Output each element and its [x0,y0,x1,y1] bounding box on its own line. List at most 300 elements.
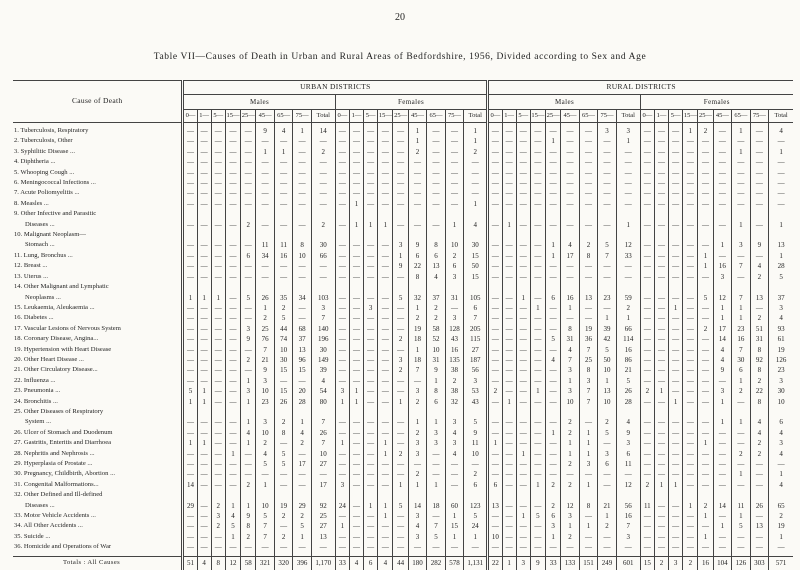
cell [732,282,751,292]
total-cell: 58 [241,556,256,570]
cell: — [598,147,617,157]
cell [488,490,502,500]
cell [698,230,713,240]
cell [225,230,240,240]
cell: — [393,178,408,188]
total-cell: 1,131 [464,556,488,570]
cell: 7 [732,293,751,303]
cell [225,282,240,292]
cell: — [364,126,378,136]
cell: — [654,293,668,303]
cell: 2 [488,386,502,396]
cell: — [732,188,751,198]
cell: — [393,136,408,146]
total-cell: 9 [530,556,545,570]
cell [713,490,732,500]
cell: 5 [464,511,488,521]
table-row [13,188,793,198]
cell: 5 [769,272,793,282]
cell: 12 [616,240,640,250]
cell: — [197,459,211,469]
cell: — [579,313,598,323]
cell: 1 [546,240,561,250]
cell: — [640,293,654,303]
cell: — [427,178,446,188]
cause-label: 11. Lung, Bronchus ... [14,251,73,259]
cell: — [640,199,654,209]
cell: 2 [769,511,793,521]
cell: — [750,168,769,178]
cell [669,407,683,417]
cell: — [335,136,349,146]
total-cell: 578 [445,556,464,570]
cell [598,230,617,240]
cell: — [683,386,698,396]
cell: — [640,240,654,250]
cell: — [445,469,464,479]
cause-label: 28. Nephritis and Nephrosis ... [14,449,95,457]
cell [640,282,654,292]
cell: 3 [408,511,427,521]
cell: — [211,220,225,230]
cell: — [274,521,293,531]
cell: 2 [256,438,275,448]
cell: — [197,417,211,427]
cell [445,490,464,500]
cell: — [464,542,488,552]
cell: — [293,261,312,271]
cell: 76 [256,334,275,344]
cell: — [349,251,363,261]
cell: — [579,272,598,282]
cell [378,230,393,240]
cell: — [364,521,378,531]
cell: 3 [408,386,427,396]
cell: 15 [274,365,293,375]
cell [225,407,240,417]
cell: — [502,417,516,427]
cell: 1 [378,220,393,230]
cell: — [516,261,530,271]
cell: — [311,542,335,552]
cell [293,490,312,500]
cell: — [546,324,561,334]
cell [311,490,335,500]
cell: — [654,417,668,427]
cell [183,282,197,292]
cell: — [183,355,197,365]
cause-label: System ... [25,418,52,426]
cell: 128 [445,324,464,334]
cause-label: 25. Other Diseases of Respiratory [14,407,104,415]
cell: 1 [349,220,363,230]
cause-label: 36. Homicide and Operations of War [14,543,112,551]
cell: 1 [183,397,197,407]
cell: — [349,428,363,438]
cell: — [225,220,240,230]
cell: 3 [769,438,793,448]
cell: 1 [713,397,732,407]
cell: — [349,417,363,427]
cell: — [669,199,683,209]
cell: 1 [408,345,427,355]
cell: 8 [750,397,769,407]
cell: 3 [211,511,225,521]
cell: — [364,511,378,521]
cell: — [669,459,683,469]
cell: — [732,178,751,188]
cell: — [698,469,713,479]
cell: — [335,428,349,438]
cell: — [640,365,654,375]
cell: 12 [561,501,580,511]
cell: 44 [274,324,293,334]
cell: — [349,261,363,271]
cause-label: 8. Measles ... [14,199,49,207]
cell: — [364,136,378,146]
cell: — [516,126,530,136]
cell: — [427,469,446,479]
total-cell: 151 [579,556,598,570]
cell: — [530,459,545,469]
cell: — [225,240,240,250]
cell [713,230,732,240]
cell: 13 [769,240,793,250]
cell: — [669,168,683,178]
cell: — [256,261,275,271]
cell: — [488,220,502,230]
cell: 92 [750,355,769,365]
cell: — [698,376,713,386]
cell: 2 [241,355,256,365]
cause-label: 9. Other Infective and Parasitic [14,210,97,218]
cell: 30 [311,345,335,355]
cell: 2 [445,376,464,386]
cell [654,282,668,292]
cell: — [211,272,225,282]
age-header: 1— [349,110,363,123]
cell: — [579,147,598,157]
cell: 126 [769,355,793,365]
cell: 1 [732,126,751,136]
cell: — [530,313,545,323]
cell: — [197,501,211,511]
cell: 37 [769,293,793,303]
cell: 59 [616,293,640,303]
cell: — [769,136,793,146]
age-header: 5— [516,110,530,123]
cell: — [183,428,197,438]
cell: 1 [561,438,580,448]
cell: — [183,469,197,479]
cell [488,209,502,219]
cell: 6 [445,261,464,271]
cell: 1 [241,417,256,427]
cell: — [683,220,698,230]
cell: 4 [769,449,793,459]
cell: 4 [445,449,464,459]
cell: — [502,449,516,459]
cell: 1 [225,532,240,542]
cell: — [378,168,393,178]
total-cell: 3 [669,556,683,570]
cell: — [683,334,698,344]
cell: 3 [616,438,640,448]
cell: — [769,542,793,552]
cell: — [488,376,502,386]
cell: 7 [256,345,275,355]
total-cell: 571 [769,556,793,570]
cell: 5 [598,428,617,438]
cell: — [640,178,654,188]
cell: 2 [579,240,598,250]
cell: — [579,188,598,198]
cell: 1 [669,397,683,407]
cell: — [293,480,312,490]
cell: — [378,355,393,365]
cell: — [579,178,598,188]
cell: — [211,438,225,448]
cell: — [183,240,197,250]
cell: — [364,532,378,542]
cell: 6 [427,397,446,407]
cell: 35 [274,293,293,303]
cell: — [349,355,363,365]
cell: — [683,438,698,448]
cell: — [713,438,732,448]
cell: 56 [464,365,488,375]
cell: 2 [311,147,335,157]
cell [241,490,256,500]
cell: — [579,511,598,521]
cell: 1 [698,438,713,448]
cell: — [579,542,598,552]
cell [516,282,530,292]
cell: — [732,542,751,552]
cell: 27 [464,345,488,355]
cell: 1 [445,511,464,521]
cell: — [378,397,393,407]
cell: 11 [274,240,293,250]
cell: — [502,521,516,531]
cell: — [640,355,654,365]
cell: 25 [311,511,335,521]
cell: — [225,428,240,438]
cell: 6 [427,251,446,261]
cell: — [713,428,732,438]
cell: — [378,261,393,271]
cell: 14 [311,126,335,136]
cell: 27 [311,521,335,531]
cell: — [530,293,545,303]
cell: 1 [579,480,598,490]
cell [211,282,225,292]
cell: — [335,261,349,271]
cell: — [211,126,225,136]
cell: 3 [598,126,617,136]
cell: 5 [183,386,197,396]
cell: — [488,355,502,365]
cell: — [698,334,713,344]
cell: — [274,261,293,271]
cell: — [640,334,654,344]
cell: — [349,511,363,521]
cell [183,490,197,500]
cell [640,209,654,219]
cell: — [698,459,713,469]
cell: 3 [427,438,446,448]
cell: — [640,449,654,459]
cell: 1 [732,147,751,157]
cell [561,490,580,500]
cell: — [502,293,516,303]
cell: 1 [464,126,488,136]
cell: — [393,220,408,230]
cell: — [197,449,211,459]
cell: — [530,251,545,261]
cell [579,490,598,500]
cell: — [211,469,225,479]
cell [256,282,275,292]
cell: — [654,459,668,469]
cell: 1 [579,521,598,531]
table-row [13,490,793,500]
cell: — [616,168,640,178]
urban-districts-header: URBAN DISTRICTS [183,81,488,95]
cell: — [669,532,683,542]
cell [530,490,545,500]
cell: 4 [769,313,793,323]
cell [561,282,580,292]
cell: 16 [616,345,640,355]
age-header: 25— [698,110,713,123]
cell: — [378,542,393,552]
cell: 11 [732,501,751,511]
cell: — [713,147,732,157]
cell: — [683,511,698,521]
cell: 7 [256,532,275,542]
cell: — [274,136,293,146]
cell [579,230,598,240]
cell: — [241,126,256,136]
cell: — [654,199,668,209]
cell: — [598,542,617,552]
cell: — [698,240,713,250]
cell: — [393,126,408,136]
cell: — [654,178,668,188]
cell: 2 [393,365,408,375]
cell: — [669,334,683,344]
cell: — [750,459,769,469]
cell: 32 [445,397,464,407]
cell: — [530,355,545,365]
cell: — [561,272,580,282]
cell: 1 [225,501,240,511]
cell: 1 [256,480,275,490]
cell: — [683,449,698,459]
cell: — [750,469,769,479]
cell: — [293,199,312,209]
cell: — [256,168,275,178]
cell: — [378,199,393,209]
cell: — [598,157,617,167]
cell: 1 [241,397,256,407]
cell: — [378,459,393,469]
cell: 3 [364,303,378,313]
cell [561,209,580,219]
cell: — [197,334,211,344]
cell: 9 [616,428,640,438]
cell: — [408,542,427,552]
cell: 1 [274,147,293,157]
cell: — [211,449,225,459]
cell: — [241,240,256,250]
cell [598,407,617,417]
cell [256,490,275,500]
cell: — [698,313,713,323]
cell: — [364,272,378,282]
cell [311,230,335,240]
cell: 1 [732,220,751,230]
cell: — [669,126,683,136]
cell: — [769,168,793,178]
cell [241,230,256,240]
cell: — [293,157,312,167]
cell: — [516,147,530,157]
cell: 1 [464,532,488,542]
cell: — [598,480,617,490]
cell: — [211,313,225,323]
cell: — [530,261,545,271]
cell: 13 [750,293,769,303]
page-number: 20 [395,12,405,23]
age-header: Total [311,110,335,123]
cell: — [225,376,240,386]
cell: — [713,126,732,136]
cell: — [516,251,530,261]
cell: — [393,511,408,521]
cell: 2 [211,501,225,511]
cell: 9 [256,126,275,136]
cell: — [732,428,751,438]
cell: 1 [408,126,427,136]
cell: 3 [408,438,427,448]
table-row [13,282,793,292]
cell: 1 [769,147,793,157]
cell [293,230,312,240]
cell: — [241,313,256,323]
cell: — [378,136,393,146]
cell: 1 [378,501,393,511]
total-cell: 2 [683,556,698,570]
cell: 4 [713,355,732,365]
cell: 11 [640,501,654,511]
cell: 10 [445,240,464,250]
cell: — [349,459,363,469]
total-cell: 1 [502,556,516,570]
cell [561,230,580,240]
cell: 28 [616,397,640,407]
cell: 4 [713,345,732,355]
table-row [13,251,793,261]
cell: — [750,480,769,490]
total-cell: 126 [732,556,751,570]
cell: — [683,417,698,427]
cell: — [393,428,408,438]
cell: 22 [408,261,427,271]
cell: — [393,345,408,355]
cell: — [640,438,654,448]
